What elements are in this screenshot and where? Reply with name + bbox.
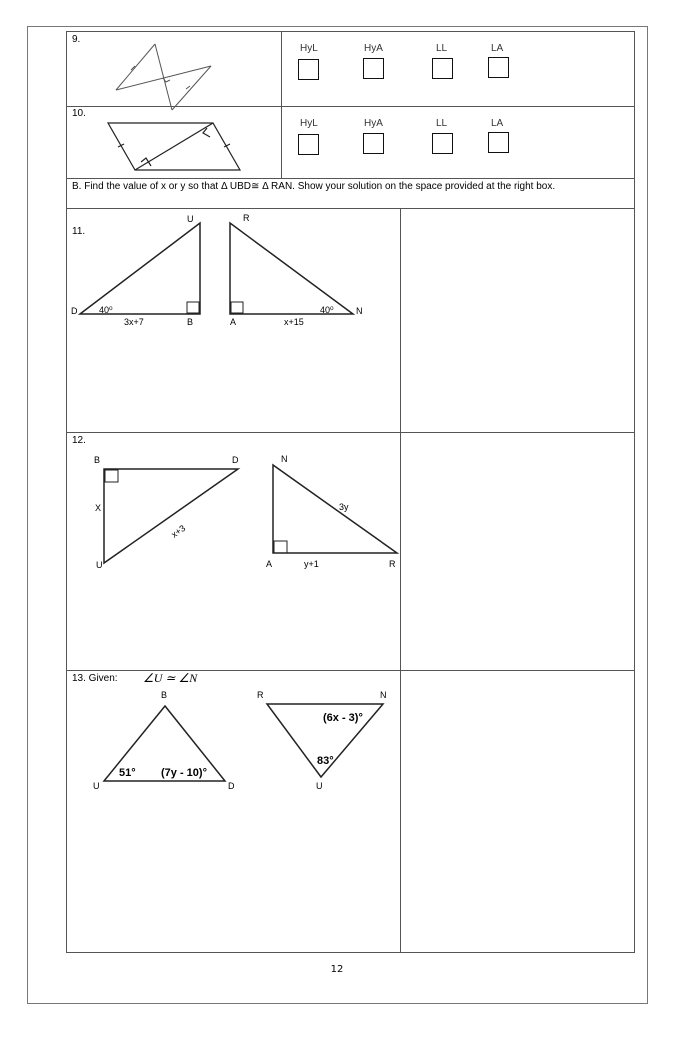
q12-label-a: A bbox=[266, 559, 273, 569]
q13-right-angle2: 83° bbox=[317, 755, 334, 767]
q12-left-side: X bbox=[95, 503, 102, 513]
q11-label-r: R bbox=[243, 213, 250, 223]
q10-option-ll-label: LL bbox=[436, 118, 448, 129]
q9-figure bbox=[116, 44, 211, 110]
q11-figure bbox=[80, 223, 353, 314]
q13-right-angle1: (6x - 3)° bbox=[323, 712, 363, 724]
q12-label-b: B bbox=[94, 455, 101, 465]
q11-label-n: N bbox=[356, 306, 363, 316]
q13-left-angle2: (7y - 10)° bbox=[161, 767, 207, 779]
q13-label-u: U bbox=[93, 781, 100, 791]
q11-right-angle: 40⁰ bbox=[320, 305, 334, 315]
q10-figure bbox=[108, 123, 240, 170]
q11-right-side: x+15 bbox=[284, 317, 304, 327]
q13-left-angle1: 51° bbox=[119, 767, 136, 779]
q12-right-hyp: 3y bbox=[339, 502, 349, 512]
q13-label-d: D bbox=[228, 781, 235, 791]
q11-label-d: D bbox=[71, 306, 78, 316]
q12-right-side: y+1 bbox=[304, 559, 319, 569]
q12-label-u: U bbox=[96, 560, 103, 570]
q13-given: ∠U ≃ ∠N bbox=[143, 671, 198, 685]
q13-label-r: R bbox=[257, 690, 264, 700]
q10-option-hya-label: HyA bbox=[364, 118, 383, 129]
q12-label-d: D bbox=[232, 455, 239, 465]
q11-label-u: U bbox=[187, 214, 194, 224]
q10-number: 10. bbox=[72, 108, 86, 119]
q12-number: 12. bbox=[72, 435, 86, 446]
section-b-instruction: B. Find the value of x or y so that Δ UBD≅ Δ RAN. Show your solution on the space provided at the right box. bbox=[72, 181, 556, 192]
q13-label-b: B bbox=[161, 690, 168, 700]
q12-label-r: R bbox=[389, 559, 396, 569]
q11-number: 11. bbox=[72, 226, 86, 237]
q9-option-hya-label: HyA bbox=[364, 43, 383, 54]
q13-label-n: N bbox=[380, 690, 387, 700]
q12-left-hyp: x+3 bbox=[169, 522, 188, 540]
q9-option-la-label: LA bbox=[491, 43, 504, 54]
q13-number: 13. Given: bbox=[72, 673, 118, 684]
q11-left-side: 3x+7 bbox=[124, 317, 144, 327]
q13-label-u2: U bbox=[316, 781, 323, 791]
page-number: 12 bbox=[330, 964, 344, 975]
q12-label-n: N bbox=[281, 454, 288, 464]
q10-option-hyl-label: HyL bbox=[300, 118, 318, 129]
q9-option-hyl-label: HyL bbox=[300, 43, 318, 54]
q9-option-ll-label: LL bbox=[436, 43, 448, 54]
q10-option-la-label: LA bbox=[491, 118, 504, 129]
q11-label-a: A bbox=[230, 317, 237, 327]
q11-label-b: B bbox=[187, 317, 194, 327]
q12-figure bbox=[104, 465, 397, 563]
q11-left-angle: 40⁰ bbox=[99, 305, 113, 315]
q9-number: 9. bbox=[72, 34, 81, 45]
